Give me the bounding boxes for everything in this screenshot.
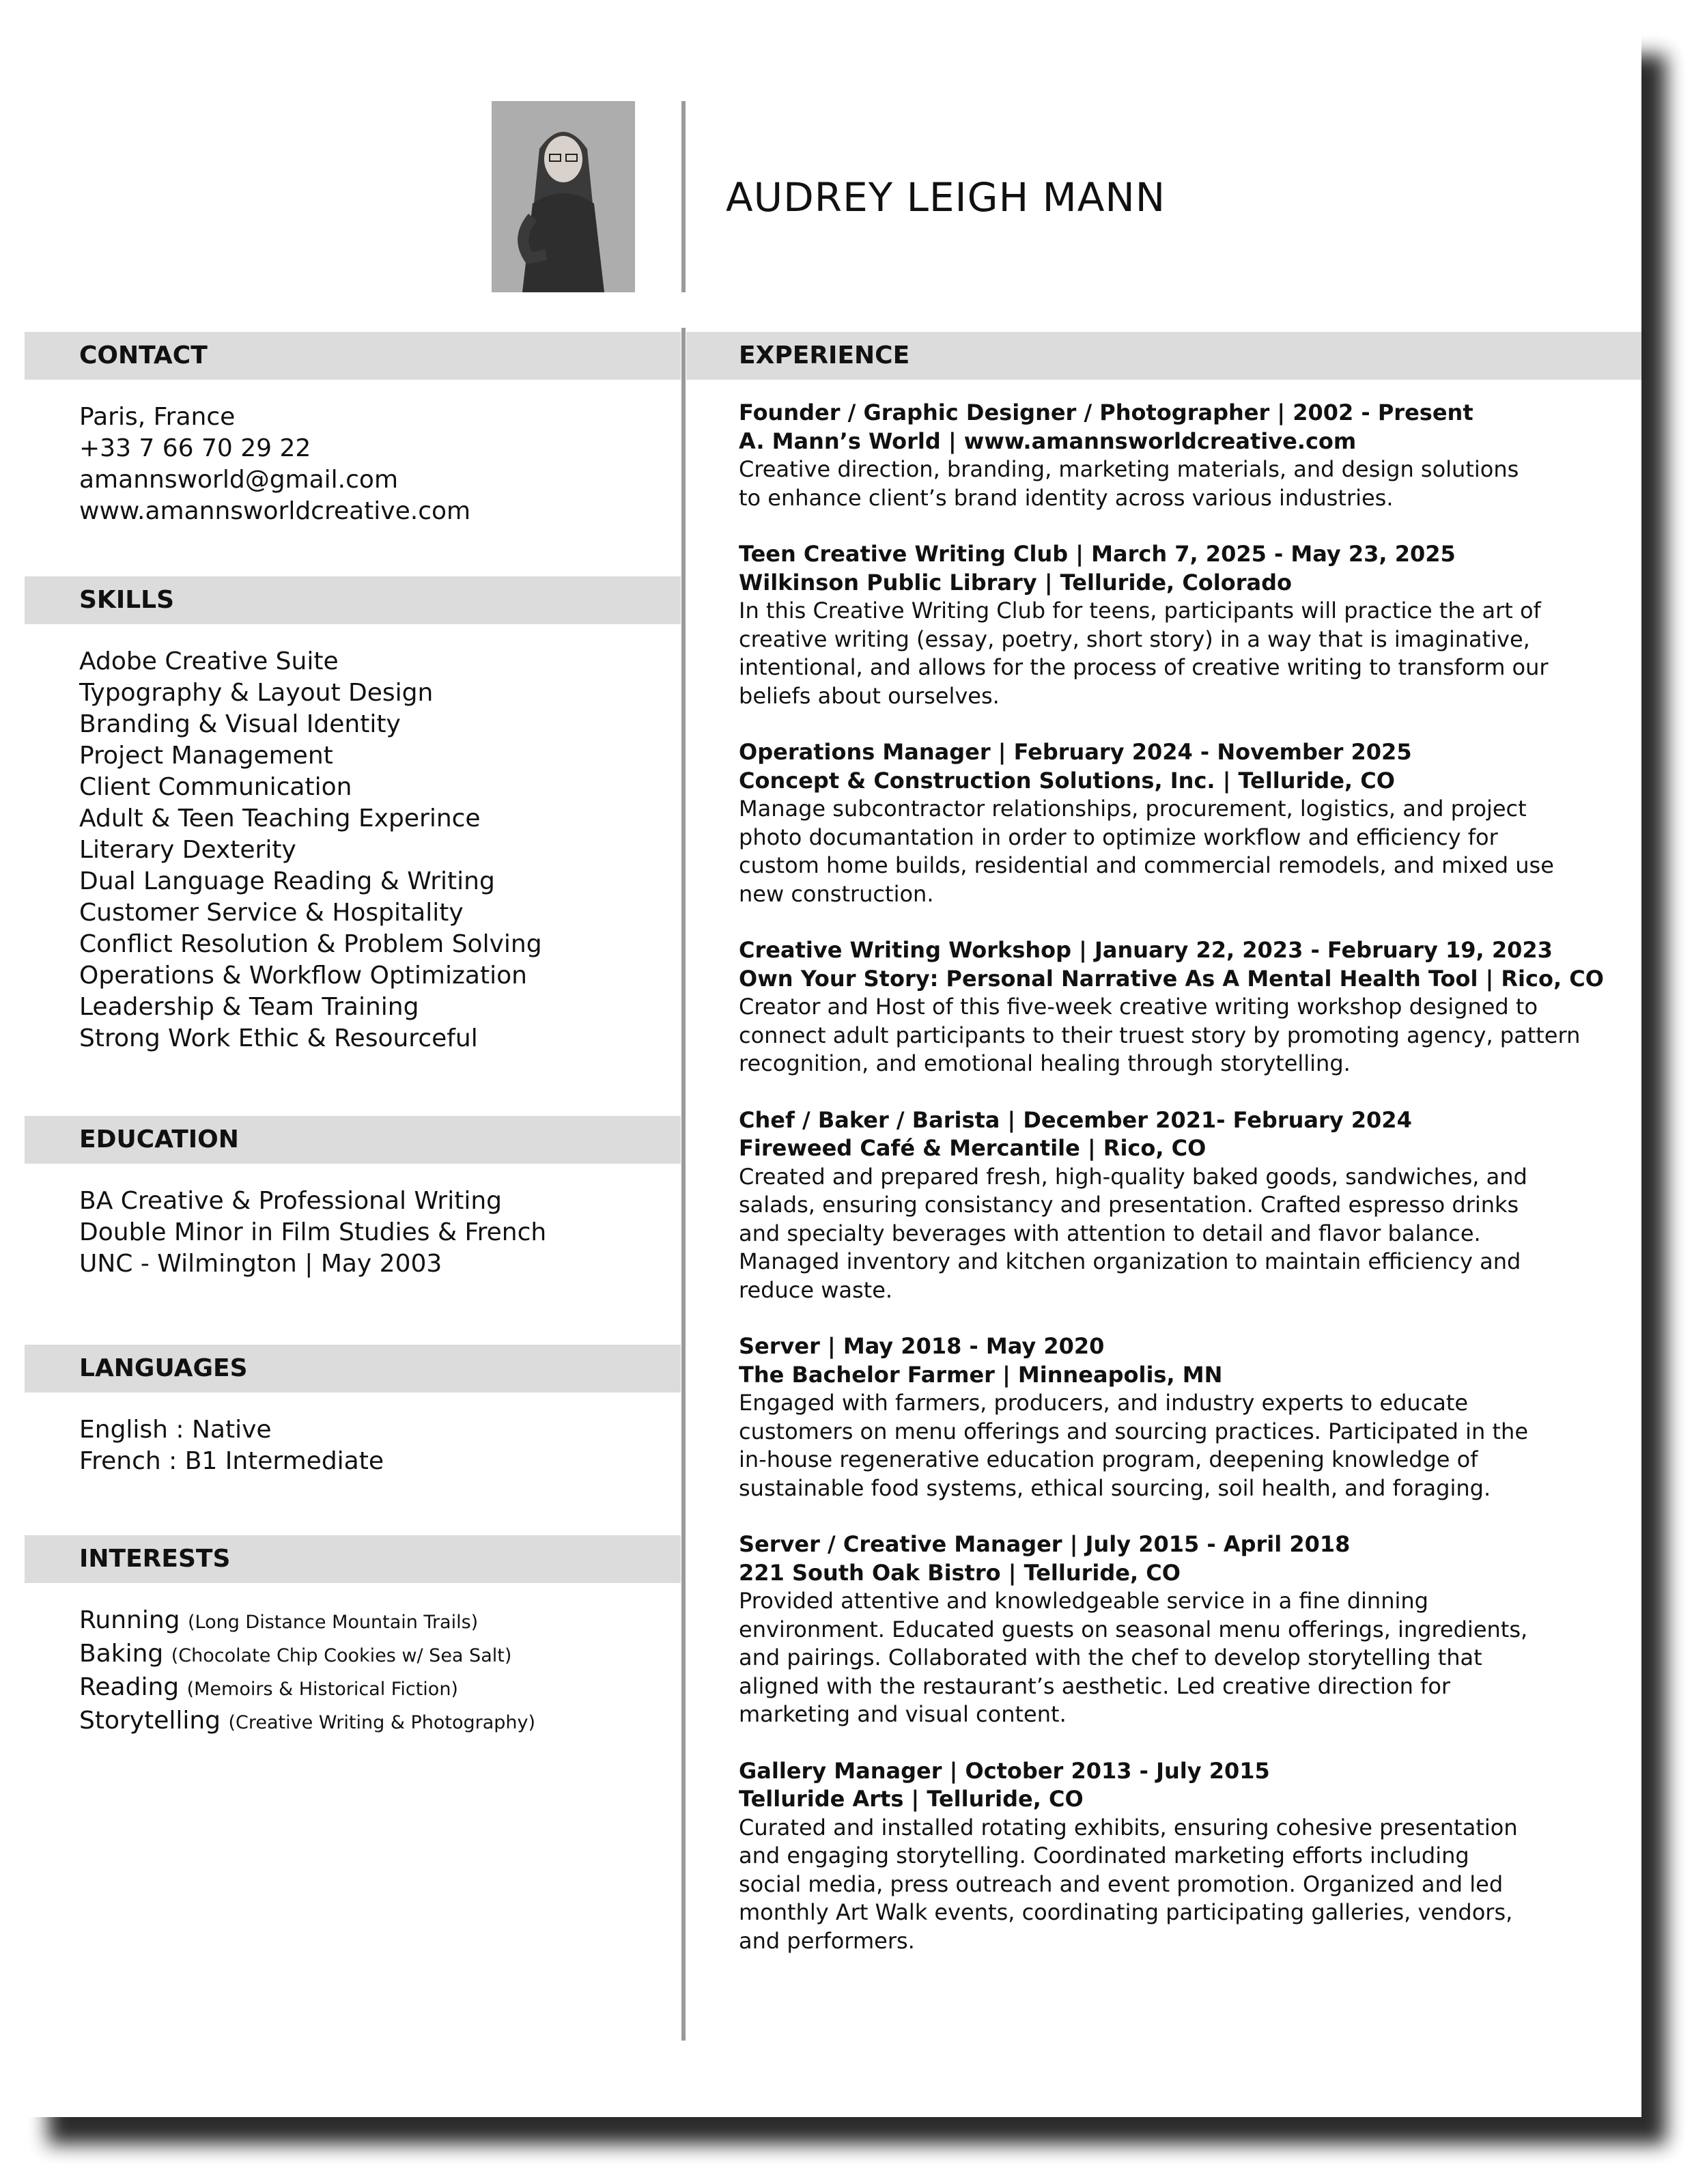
desc-line: Creator and Host of this five-week creative writing workshop designed to: [739, 994, 1538, 1020]
job-title: Gallery Manager | October 2013 - July 2015: [739, 1757, 1270, 1784]
language-item: French : B1 Intermediate: [79, 1447, 384, 1475]
interest-detail: (Creative Writing & Photography): [228, 1712, 536, 1733]
desc-line: and pairings. Collaborated with the chef to develop storytelling that: [739, 1644, 1482, 1670]
job-org: 221 South Oak Bistro | Telluride, CO: [739, 1559, 1181, 1586]
interests-heading-band: [25, 1535, 681, 1583]
desc-line: beliefs about ourselves.: [739, 682, 1000, 709]
job-description: [739, 993, 1581, 1078]
skills-heading: SKILLS: [79, 586, 175, 614]
job-description: [739, 1163, 1572, 1305]
job-entry: [739, 399, 1572, 512]
desc-line: Creative direction, branding, marketing materials, and design solutions: [739, 456, 1519, 482]
languages-block: [79, 1414, 666, 1477]
education-minor: Double Minor in Film Studies & French: [79, 1218, 547, 1246]
job-title: Server / Creative Manager | July 2015 - April 2018: [739, 1531, 1351, 1557]
education-block: [79, 1186, 666, 1280]
contact-block: [79, 402, 666, 527]
desc-line: in-house regenerative education program, deepening knowledge of: [739, 1446, 1478, 1472]
skill-item: Literary Dexterity: [79, 836, 296, 864]
skill-item: Conflict Resolution & Problem Solving: [79, 930, 542, 958]
desc-line: Created and prepared fresh, high-quality baked goods, sandwiches, and: [739, 1163, 1527, 1190]
job-title: Teen Creative Writing Club | March 7, 2025 - May 23, 2025: [739, 541, 1456, 567]
contact-heading-band: [25, 332, 681, 380]
skill-item: Client Communication: [79, 773, 352, 801]
job-title: Operations Manager | February 2024 - November 2025: [739, 739, 1412, 765]
job-org: Own Your Story: Personal Narrative As A Mental Health Tool | Rico, CO: [739, 965, 1604, 992]
job-org: Fireweed Café & Mercantile | Rico, CO: [739, 1135, 1207, 1161]
job-title: Chef / Baker / Barista | December 2021- February 2024: [739, 1106, 1412, 1133]
job-entry: [739, 936, 1604, 1078]
experience-list: [739, 399, 1604, 1983]
experience-heading-band: [686, 332, 1641, 380]
desc-line: Manage subcontractor relationships, procurement, logistics, and project: [739, 796, 1527, 822]
job-entry: [739, 1332, 1572, 1502]
resume-page: [25, 27, 1641, 2117]
job-description: [739, 1389, 1572, 1502]
desc-line: recognition, and emotional healing through storytelling.: [739, 1050, 1351, 1076]
education-heading: EDUCATION: [79, 1125, 239, 1153]
interest-name: Baking: [79, 1640, 164, 1668]
desc-line: environment. Educated guests on seasonal menu offerings, ingredients,: [739, 1616, 1528, 1642]
desc-line: custom home builds, residential and commercial remodels, and mixed use: [739, 852, 1554, 878]
job-org: Concept & Construction Solutions, Inc. | Telluride, CO: [739, 767, 1395, 794]
desc-line: salads, ensuring consistancy and presentation. Crafted espresso drinks: [739, 1192, 1519, 1218]
job-title: Founder / Graphic Designer / Photographer | 2002 - Present: [739, 400, 1473, 425]
job-entry: [739, 1757, 1572, 1956]
skills-heading-band: [25, 576, 681, 624]
desc-line: to enhance client’s brand identity across various industries.: [739, 484, 1394, 511]
interest-item: [79, 1672, 666, 1705]
desc-line: and specialty beverages with attention to detail and flavor balance.: [739, 1220, 1481, 1246]
skill-item: Leadership & Team Training: [79, 993, 419, 1021]
desc-line: connect adult participants to their truest story by promoting agency, pattern: [739, 1022, 1581, 1048]
interest-name: Storytelling: [79, 1707, 221, 1735]
desc-line: and engaging storytelling. Coordinated marketing efforts including: [739, 1843, 1469, 1868]
skill-item: Operations & Workflow Optimization: [79, 962, 527, 990]
languages-heading: LANGUAGES: [79, 1354, 248, 1382]
desc-line: aligned with the restaurant’s aesthetic. Led creative direction for: [739, 1672, 1451, 1699]
contact-email[interactable]: amannsworld@gmail.com: [79, 466, 399, 494]
interest-item: [79, 1605, 666, 1638]
interest-item: [79, 1638, 666, 1672]
skill-item: Project Management: [79, 742, 333, 770]
desc-line: sustainable food systems, ethical sourcing, soil health, and foraging.: [739, 1474, 1491, 1501]
desc-line: photo documantation in order to optimize workflow and efficiency for: [739, 824, 1498, 850]
interest-item: [79, 1705, 666, 1739]
interest-name: Running: [79, 1606, 180, 1634]
desc-line: Curated and installed rotating exhibits, ensuring cohesive presentation: [739, 1814, 1518, 1840]
interest-detail: (Chocolate Chip Cookies w/ Sea Salt): [171, 1645, 512, 1666]
skills-list: [79, 646, 666, 1054]
desc-line: creative writing (essay, poetry, short story) in a way that is imaginative,: [739, 626, 1530, 652]
education-heading-band: [25, 1116, 681, 1164]
job-description: [739, 1814, 1572, 1956]
job-entry: [739, 1106, 1572, 1305]
job-entry: [739, 540, 1572, 710]
contact-phone[interactable]: +33 7 66 70 29 22: [79, 434, 311, 462]
header-divider: [681, 101, 686, 292]
skill-item: Strong Work Ethic & Resourceful: [79, 1024, 478, 1052]
interests-list: [79, 1605, 666, 1739]
desc-line: and performers.: [739, 1927, 915, 1954]
contact-location: Paris, France: [79, 403, 236, 431]
experience-heading: EXPERIENCE: [739, 341, 910, 369]
contact-heading: CONTACT: [79, 341, 208, 369]
interest-name: Reading: [79, 1673, 180, 1701]
desc-line: customers on menu offerings and sourcing practices. Participated in the: [739, 1418, 1529, 1444]
job-description: [739, 597, 1572, 710]
interests-heading: INTERESTS: [79, 1545, 231, 1573]
education-degree: BA Creative & Professional Writing: [79, 1187, 503, 1215]
languages-heading-band: [25, 1345, 681, 1392]
job-org: The Bachelor Farmer | Minneapolis, MN: [739, 1361, 1223, 1388]
desc-line: monthly Art Walk events, coordinating participating galleries, vendors,: [739, 1899, 1513, 1925]
interest-detail: (Long Distance Mountain Trails): [187, 1612, 479, 1633]
job-title: Server | May 2018 - May 2020: [739, 1333, 1105, 1359]
skill-item: Adult & Teen Teaching Experince: [79, 804, 481, 832]
profile-photo: [492, 101, 635, 292]
job-org: Wilkinson Public Library | Telluride, Colorado: [739, 569, 1292, 596]
contact-website[interactable]: www.amannsworldcreative.com: [79, 497, 471, 525]
job-org: A. Mann’s World | www.amannsworldcreative.com: [739, 428, 1357, 454]
interest-detail: (Memoirs & Historical Fiction): [186, 1679, 458, 1700]
job-org: Telluride Arts | Telluride, CO: [739, 1786, 1084, 1812]
job-entry: [739, 738, 1572, 908]
job-title: Creative Writing Workshop | January 22, 2023 - February 19, 2023: [739, 937, 1553, 963]
job-entry: [739, 1530, 1572, 1729]
desc-line: new construction.: [739, 880, 934, 907]
desc-line: marketing and visual content.: [739, 1701, 1067, 1727]
column-divider: [681, 328, 686, 2041]
language-item: English : Native: [79, 1416, 272, 1444]
desc-line: In this Creative Writing Club for teens, participants will practice the art of: [739, 598, 1541, 624]
desc-line: Engaged with farmers, producers, and industry experts to educate: [739, 1390, 1469, 1416]
desc-line: social media, press outreach and event promotion. Organized and led: [739, 1871, 1504, 1897]
skill-item: Typography & Layout Design: [79, 679, 434, 707]
skill-item: Dual Language Reading & Writing: [79, 867, 495, 895]
desc-line: reduce waste.: [739, 1276, 893, 1303]
desc-line: Managed inventory and kitchen organization to maintain efficiency and: [739, 1248, 1521, 1274]
skill-item: Customer Service & Hospitality: [79, 899, 464, 927]
candidate-name: AUDREY LEIGH MANN: [726, 174, 1166, 221]
skill-item: Adobe Creative Suite: [79, 647, 339, 675]
job-description: [739, 456, 1572, 512]
education-school: UNC - Wilmington | May 2003: [79, 1250, 442, 1278]
job-description: [739, 1587, 1572, 1729]
job-description: [739, 795, 1572, 908]
desc-line: intentional, and allows for the process of creative writing to transform our: [739, 654, 1549, 680]
desc-line: Provided attentive and knowledgeable service in a fine dinning: [739, 1588, 1428, 1614]
skill-item: Branding & Visual Identity: [79, 710, 401, 738]
